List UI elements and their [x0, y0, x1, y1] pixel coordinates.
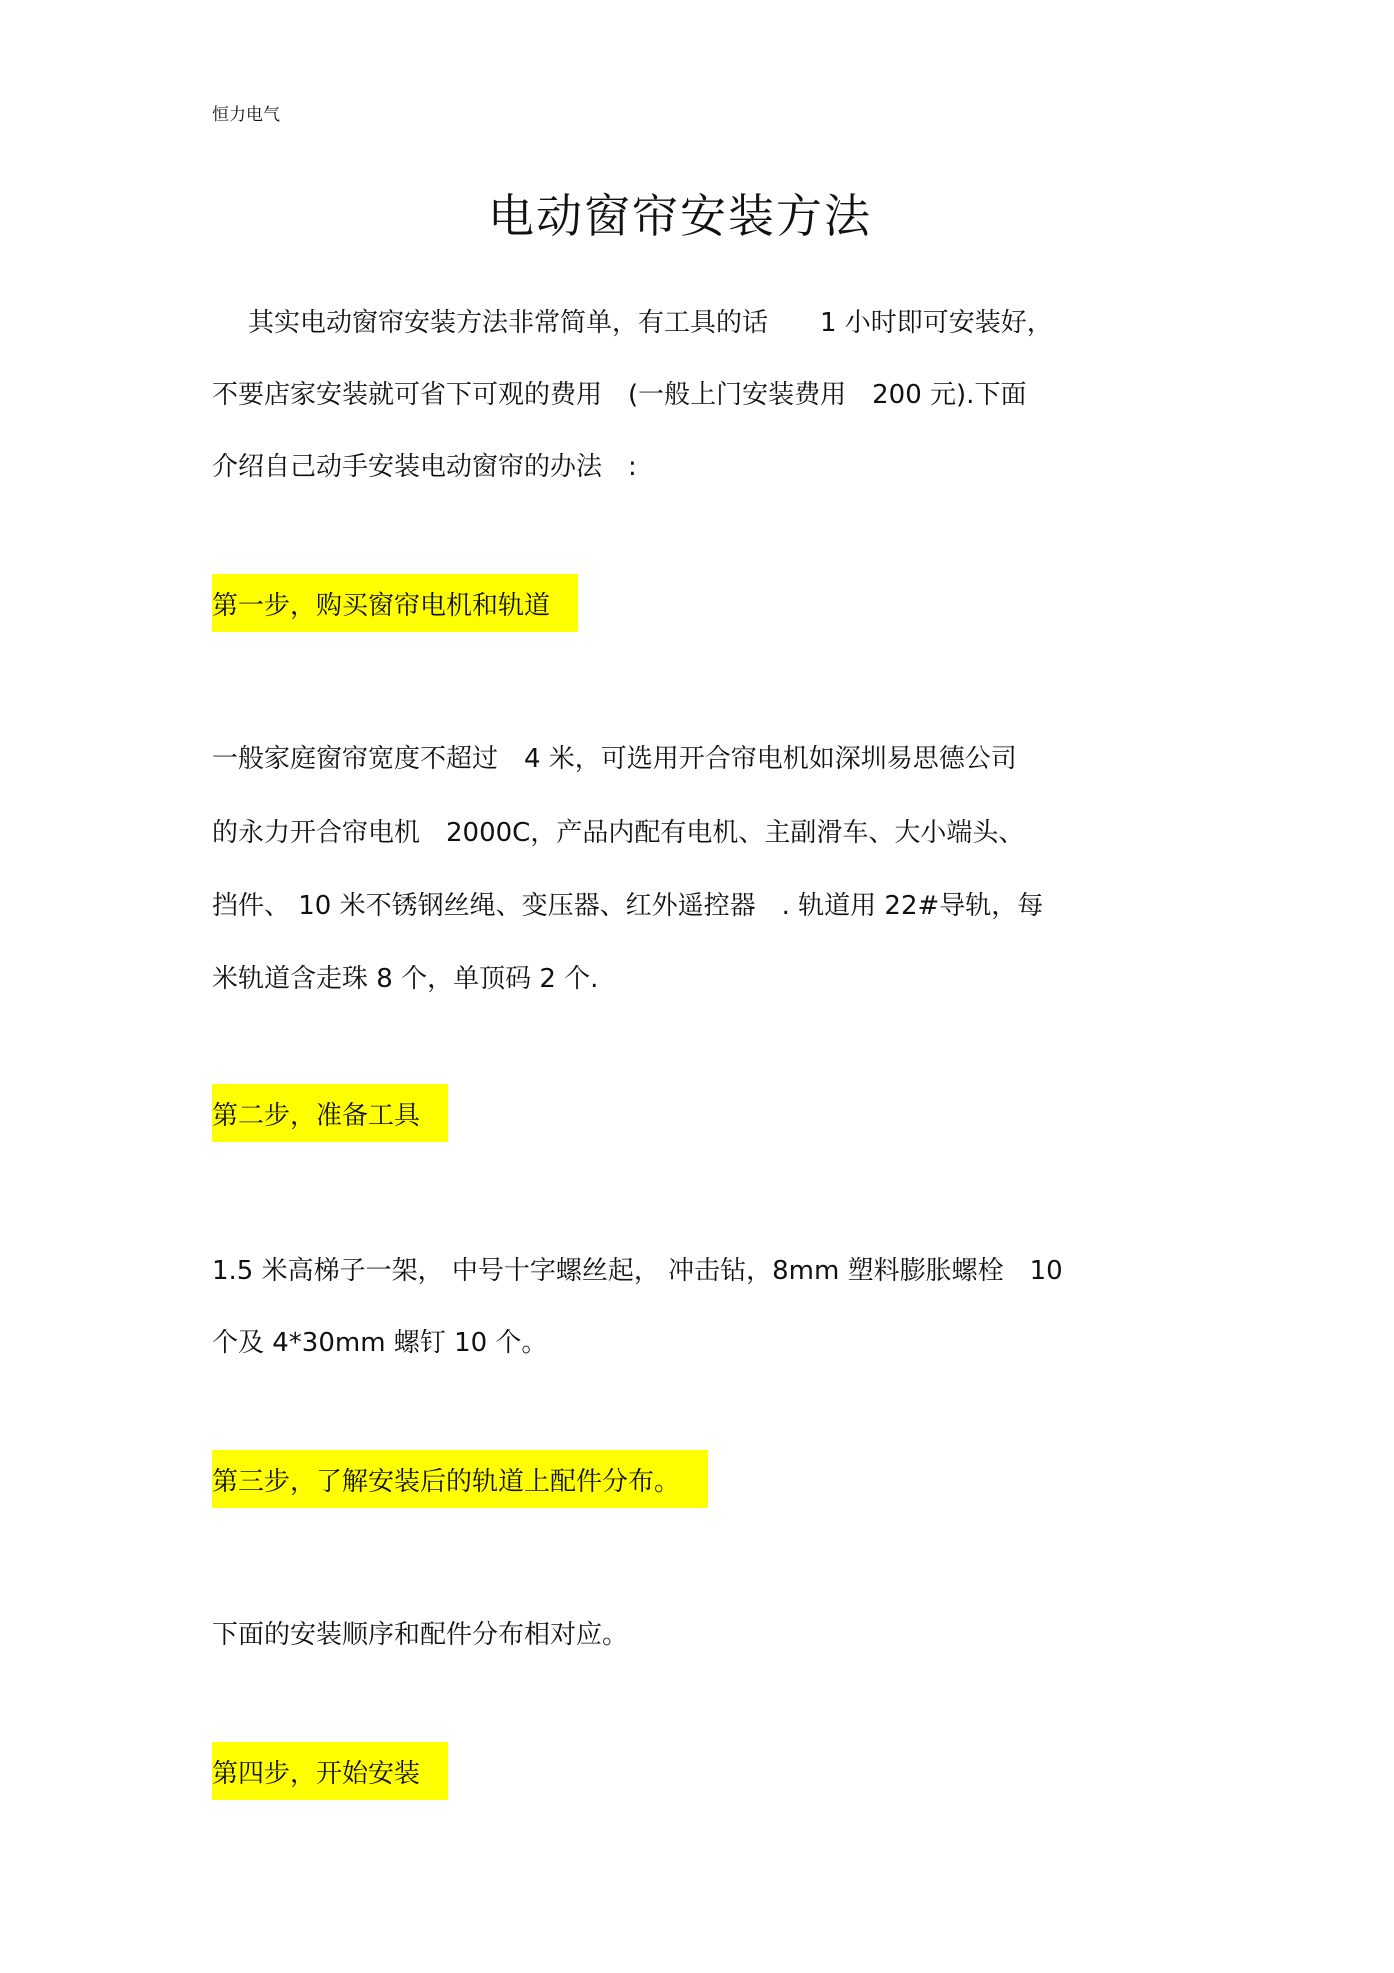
step-text-line: 米轨道含走珠 8 个，单顶码 2 个. [212, 964, 599, 994]
step-text-line: 下面的安装顺序和配件分布相对应。 [212, 1620, 629, 1650]
step-text-line: 一般家庭窗帘宽度不超过 4 米，可选用开合帘电机如深圳易思德公司 [212, 744, 1017, 774]
step-heading: 第三步，了解安装后的轨道上配件分布。 [212, 1450, 708, 1508]
step-text-line: 的永力开合帘电机 2000C，产品内配有电机、主副滑车、大小端头、 [212, 818, 1025, 848]
intro-line: 介绍自己动手安装电动窗帘的办法 : [212, 452, 637, 482]
intro-line: 不要店家安装就可省下可观的费用 (一般上门安装费用 200 元).下面 [212, 380, 1027, 410]
document-title: 电动窗帘安装方法 [488, 189, 872, 243]
step-heading: 第一步，购买窗帘电机和轨道 [212, 574, 578, 632]
document-header: 恒力电气 [212, 105, 280, 125]
step-heading: 第四步，开始安装 [212, 1742, 448, 1800]
intro-line: 其实电动窗帘安装方法非常简单，有工具的话 1 小时即可安装好， [248, 308, 1053, 338]
step-text-line: 1.5 米高梯子一架， 中号十字螺丝起， 冲击钻，8mm 塑料膨胀螺栓 10 [212, 1256, 1063, 1286]
step-heading: 第二步，准备工具 [212, 1084, 448, 1142]
step-text-line: 挡件、 10 米不锈钢丝绳、变压器、红外遥控器 . 轨道用 22#导轨，每 [212, 891, 1044, 921]
step-text-line: 个及 4*30mm 螺钉 10 个。 [212, 1328, 548, 1358]
